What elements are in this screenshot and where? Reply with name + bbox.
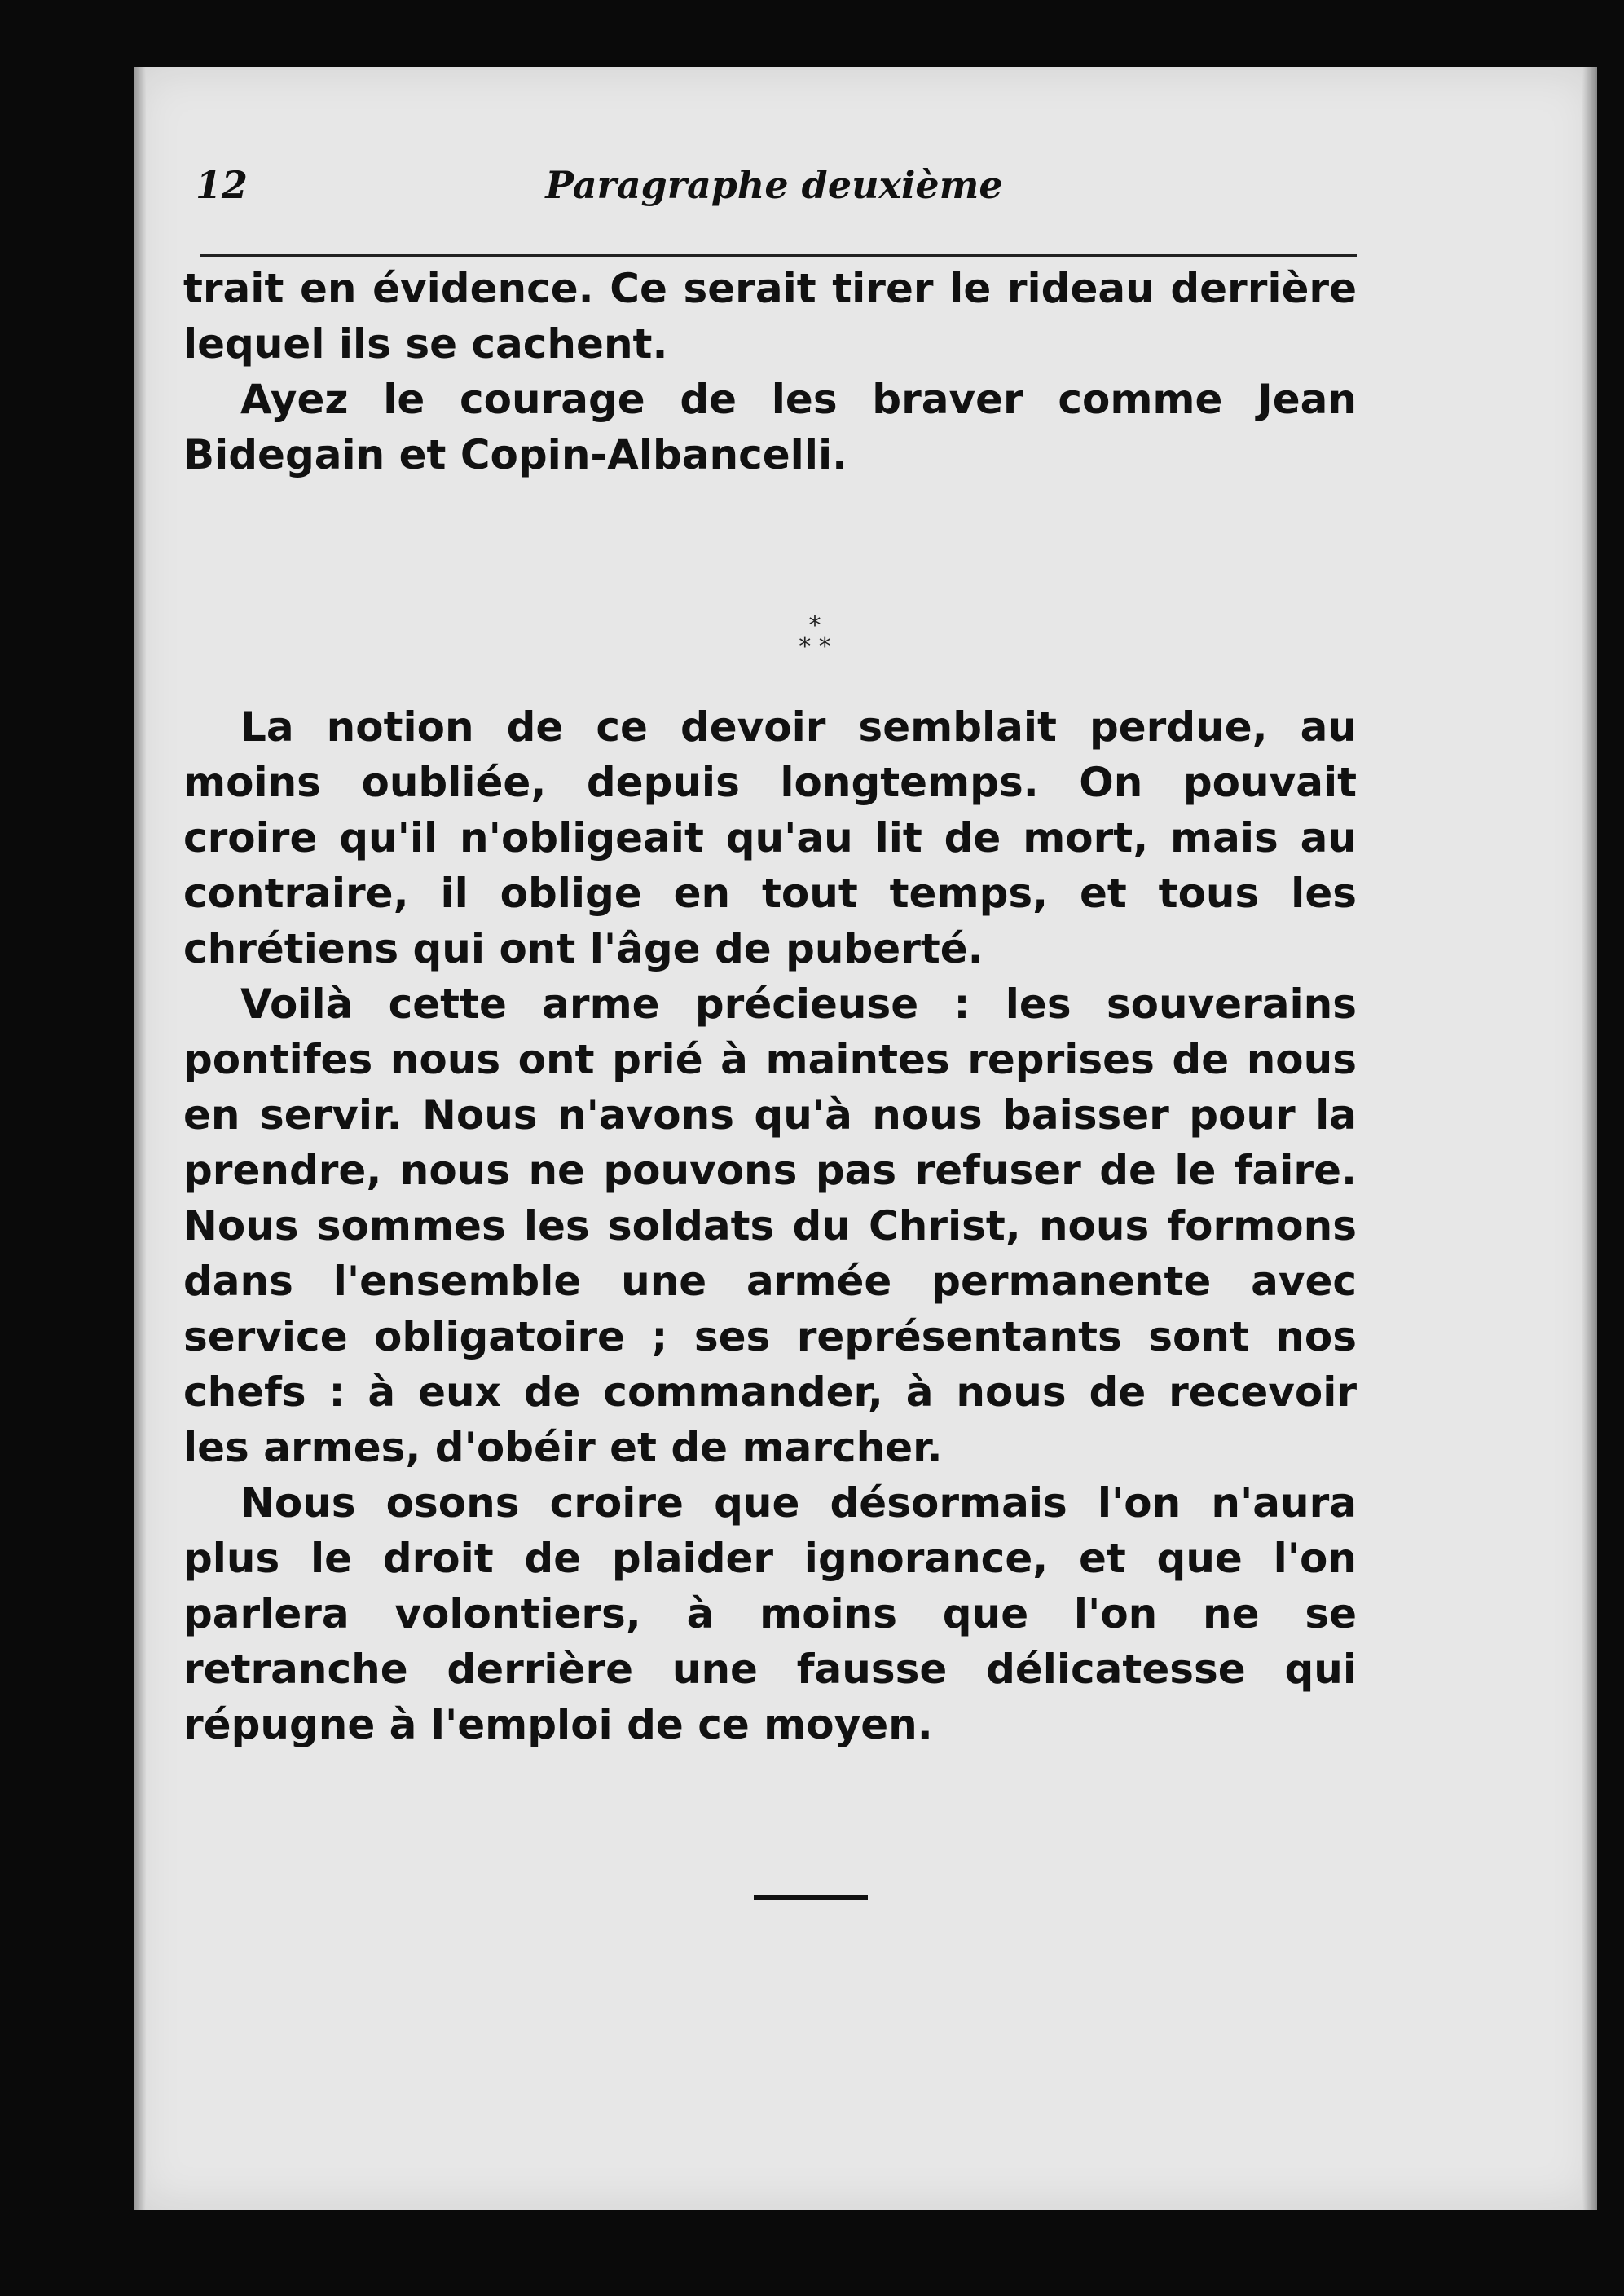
page-edge-left xyxy=(134,67,146,2210)
paragraph: Voilà cette arme précieuse : les souverains pontifes nous ont prié à maintes reprises de nous en servir. Nous n'avons qu'à nous baisser pour la prendre, nous ne pouvons pas refuser de le faire. Nous sommes les soldats du Christ, nous formons dans l'ensemble une armée permanente avec service obligatoire ; ses représentants sont nos chefs : à eux de commander, à nous de recevoir les armes, d'obéir et de marcher. xyxy=(183,981,1357,1471)
paragraph: Nous osons croire que désormais l'on n'aura plus le droit de plaider ignorance, et que l'on parlera volontiers, à moins que l'on ne se retranche derrière une fausse délicatesse qui répugne à l'emploi de ce moyen. xyxy=(183,1479,1357,1748)
text-block-bottom xyxy=(183,699,1357,1752)
page-number: 12 xyxy=(196,163,249,207)
end-rule xyxy=(754,1895,868,1900)
text-block-top xyxy=(183,261,1357,483)
paragraph: Ayez le courage de les braver comme Jean Bidegain et Copin-Albancelli. xyxy=(183,376,1357,478)
paragraph: trait en évidence. Ce serait tirer le rideau derrière lequel ils se cachent. xyxy=(183,265,1357,368)
asterism-separator: * * * xyxy=(799,611,831,661)
paragraph: La notion de ce devoir semblait perdue, au moins oubliée, depuis longtemps. On pouvait croire qu'il n'obligeait qu'au lit de mort, mais au contraire, il oblige en tout temps, et tous les chrétiens qui ont l'âge de puberté. xyxy=(183,703,1357,972)
page-edge-right xyxy=(1582,67,1597,2210)
header-rule xyxy=(200,254,1357,257)
running-title: Paragraphe deuxième xyxy=(545,163,1003,207)
page-header xyxy=(196,163,1353,228)
